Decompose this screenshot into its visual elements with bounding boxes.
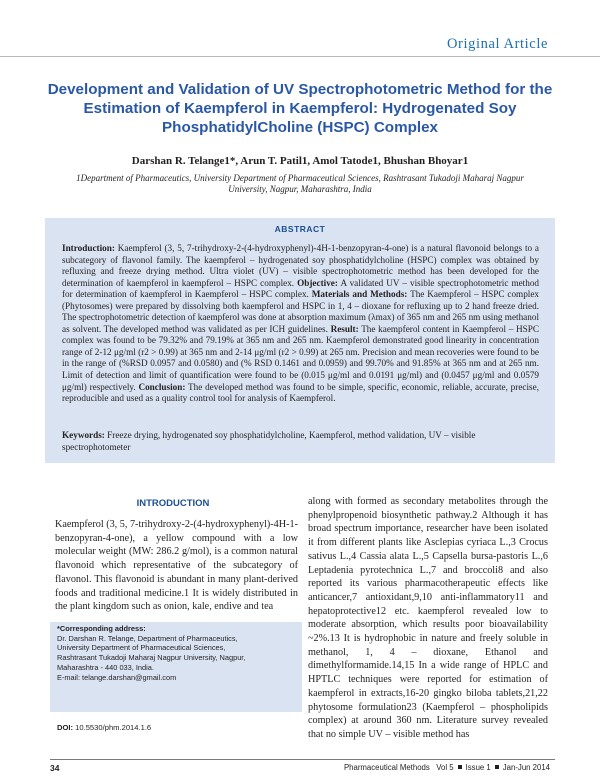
page-number: 34 bbox=[50, 763, 60, 773]
abstract-label-objective: Objective: bbox=[297, 277, 338, 288]
footer-issue: Issue 1 bbox=[465, 763, 491, 772]
abstract-result: The kaempferol content in Kaempferol – HSPC complex was found to be 79.32% and 79.19% at 365 nm and 265 nm. Kaempferol demonstrated good linearity in concentration range of 2-12 μg/ml (r2 > 0.99) at 365 nm and 2-14 μg/ml (r2 > 0.99) at 265 nm. Precision and mean recoveries were found to be in the range of (%RSD 0.0957 and 0.0580) and (% RSD 0.1461 and 0.0959) and 99.70% and 91.85% at 365 nm and at 265 nm. Limit of detection and limit of quantification were found to be (0.015 μg/ml and 0.0191 μg/ml) and (0.0457 μg/ml and 0.0579 μg/ml) respectively. bbox=[62, 323, 539, 392]
author-list: Darshan R. Telange1*, Arun T. Patil1, Amol Tatode1, Bhushan Bhoyar1 bbox=[131, 155, 469, 167]
abstract-objective: A validated UV – visible spectrophotometric method for determination of kaempferol in Kaempferol – HSPC complex. bbox=[62, 277, 540, 300]
abstract-label-result: Result: bbox=[330, 323, 359, 334]
footer-journal-info bbox=[344, 763, 550, 772]
keywords-text: Freeze drying, hydrogenated soy phosphatidylcholine, Kaempferol, method validation, UV – visible spectrophotometer bbox=[62, 430, 476, 452]
abstract-heading: ABSTRACT bbox=[274, 224, 326, 234]
abstract-label-intro: Introduction: bbox=[62, 243, 115, 253]
doi bbox=[57, 723, 151, 732]
footer-volume: Vol 5 bbox=[436, 763, 454, 772]
footer-divider bbox=[50, 759, 555, 760]
abstract-body bbox=[62, 243, 539, 405]
square-bullet-icon bbox=[458, 765, 462, 769]
doi-label: DOI: bbox=[57, 723, 74, 732]
correspondence-line: Maharashtra - 440 033, India. bbox=[57, 662, 154, 672]
footer-journal: Pharmaceutical Methods bbox=[343, 763, 430, 772]
square-bullet-icon bbox=[495, 765, 499, 769]
abstract-label-conclusion: Conclusion: bbox=[138, 381, 186, 392]
author-affiliation: 1Department of Pharmaceutics, University Department of Pharmaceutical Sciences, Rashtrasant Tukadoji Maharaj Nagpur University, Nagpur, Maharashtra, India bbox=[76, 173, 524, 194]
article-type-label: Original Article bbox=[446, 36, 548, 52]
doi-value[interactable]: 10.5530/phm.2014.1.6 bbox=[75, 723, 152, 732]
abstract-label-methods: Materials and Methods: bbox=[311, 289, 408, 300]
abstract-methods: The Kaempferol – HSPC complex (Phytosomes) were prepared by dissolving both kaempferol and HSPC in 1, 4 – dioxane for refluxing up to 2 hand freeze dried. The spectrophotometric detection of kaempferol was done at absorption maximum (λmax) of 365 nm and 265 nm using methanol as solvent. The developed method was validated as per ICH guidelines. bbox=[62, 289, 540, 334]
correspondence-line: University Department of Pharmaceutical Sciences, bbox=[57, 643, 226, 653]
correspondence-line: Rashtrasant Tukadoji Maharaj Nagpur University, Nagpur, bbox=[57, 653, 246, 663]
correspondence-line: Dr. Darshan R. Telange, Department of Pharmaceutics, bbox=[57, 633, 238, 643]
intro-column-right: along with formed as secondary metabolites through the phenylpropenoid biosynthetic pathway.2 Although it has broad spectrum importance, researcher have been isolated it from different plants like Asclepias cyriaca L.,3 Crocus sativus L.,4 Cassia alata L.,5 Capsella bursa-pastoris L.,6 Leptadenia pyrotechnica L.,7 and broccoli8 and also reported its various pharmacotherapeutic effects like anticancer,7 antioxidant,9,10 anti-inflammatory11 and hepatoprotective12 etc. kaempferol revealed low to moderate absorption, which results poor bioavailability ~2%.13 It is hydrophobic in nature and freely soluble in methanol, 1, 4 – dioxane, Ethanol and dimethylformamide.14,15 In a wide range of HPLC and HPTLC techniques were reported for estimation of kaempferol in extracts,16-20 gingko biloba tablets,21,22 phytosome formulation23 (Kaempferol – phospholipids complex) at around 360 nm. Literature survey revealed that no simple UV – visible method has bbox=[308, 496, 548, 740]
footer-date: Jan-Jun 2014 bbox=[502, 763, 550, 772]
article-title: Development and Validation of UV Spectrophotometric Method for the Estimation of Kaempferol in Kaempferol: Hydrogenated Soy PhosphatidylCholine (HSPC) Complex bbox=[47, 81, 553, 136]
correspondence-text bbox=[57, 624, 297, 682]
intro-column-left: Kaempferol (3, 5, 7-trihydroxy-2-(4-hydroxyphenyl)-4H-1-benzopyran-4-one), a yellow compound with a low molecular weight (MW: 286.2 g/mol), is a common natural flavonoid which representative of the subcategory of flavonol. This flavonoid is abundant in many plant-derived foods and traditional medicine.1 It is widely distributed in the plant kingdom such as onion, kale, endive and tea bbox=[55, 519, 299, 613]
abstract-intro: Kaempferol (3, 5, 7-trihydroxy-2-(4-hydroxyphenyl)-4H-1-benzopyran-4-one) is a natural flavonoid belongs to a subcategory of flavonol family. The kaempferol – hydrogenated soy phosphatidylcholine (HSPC) complex was obtained by refluxing and freeze drying method. Ultra violet (UV) – visible spectrophotometric method has been developed for the determination of kaempferol in kaempferol – HSPC complex. bbox=[62, 243, 539, 288]
introduction-heading: INTRODUCTION bbox=[136, 498, 210, 509]
correspondence-heading: *Corresponding address: bbox=[57, 624, 146, 633]
correspondence-email[interactable]: E-mail: telange.darshan@gmail.com bbox=[57, 672, 177, 682]
keywords-label: Keywords: bbox=[62, 430, 105, 440]
abstract-conclusion: The developed method was found to be simple, specific, economic, reliable, accurate, precise, reproducible and used as a quality control tool for analysis of Kaempferol. bbox=[62, 381, 539, 404]
keywords bbox=[62, 430, 539, 453]
header-divider bbox=[0, 56, 600, 57]
